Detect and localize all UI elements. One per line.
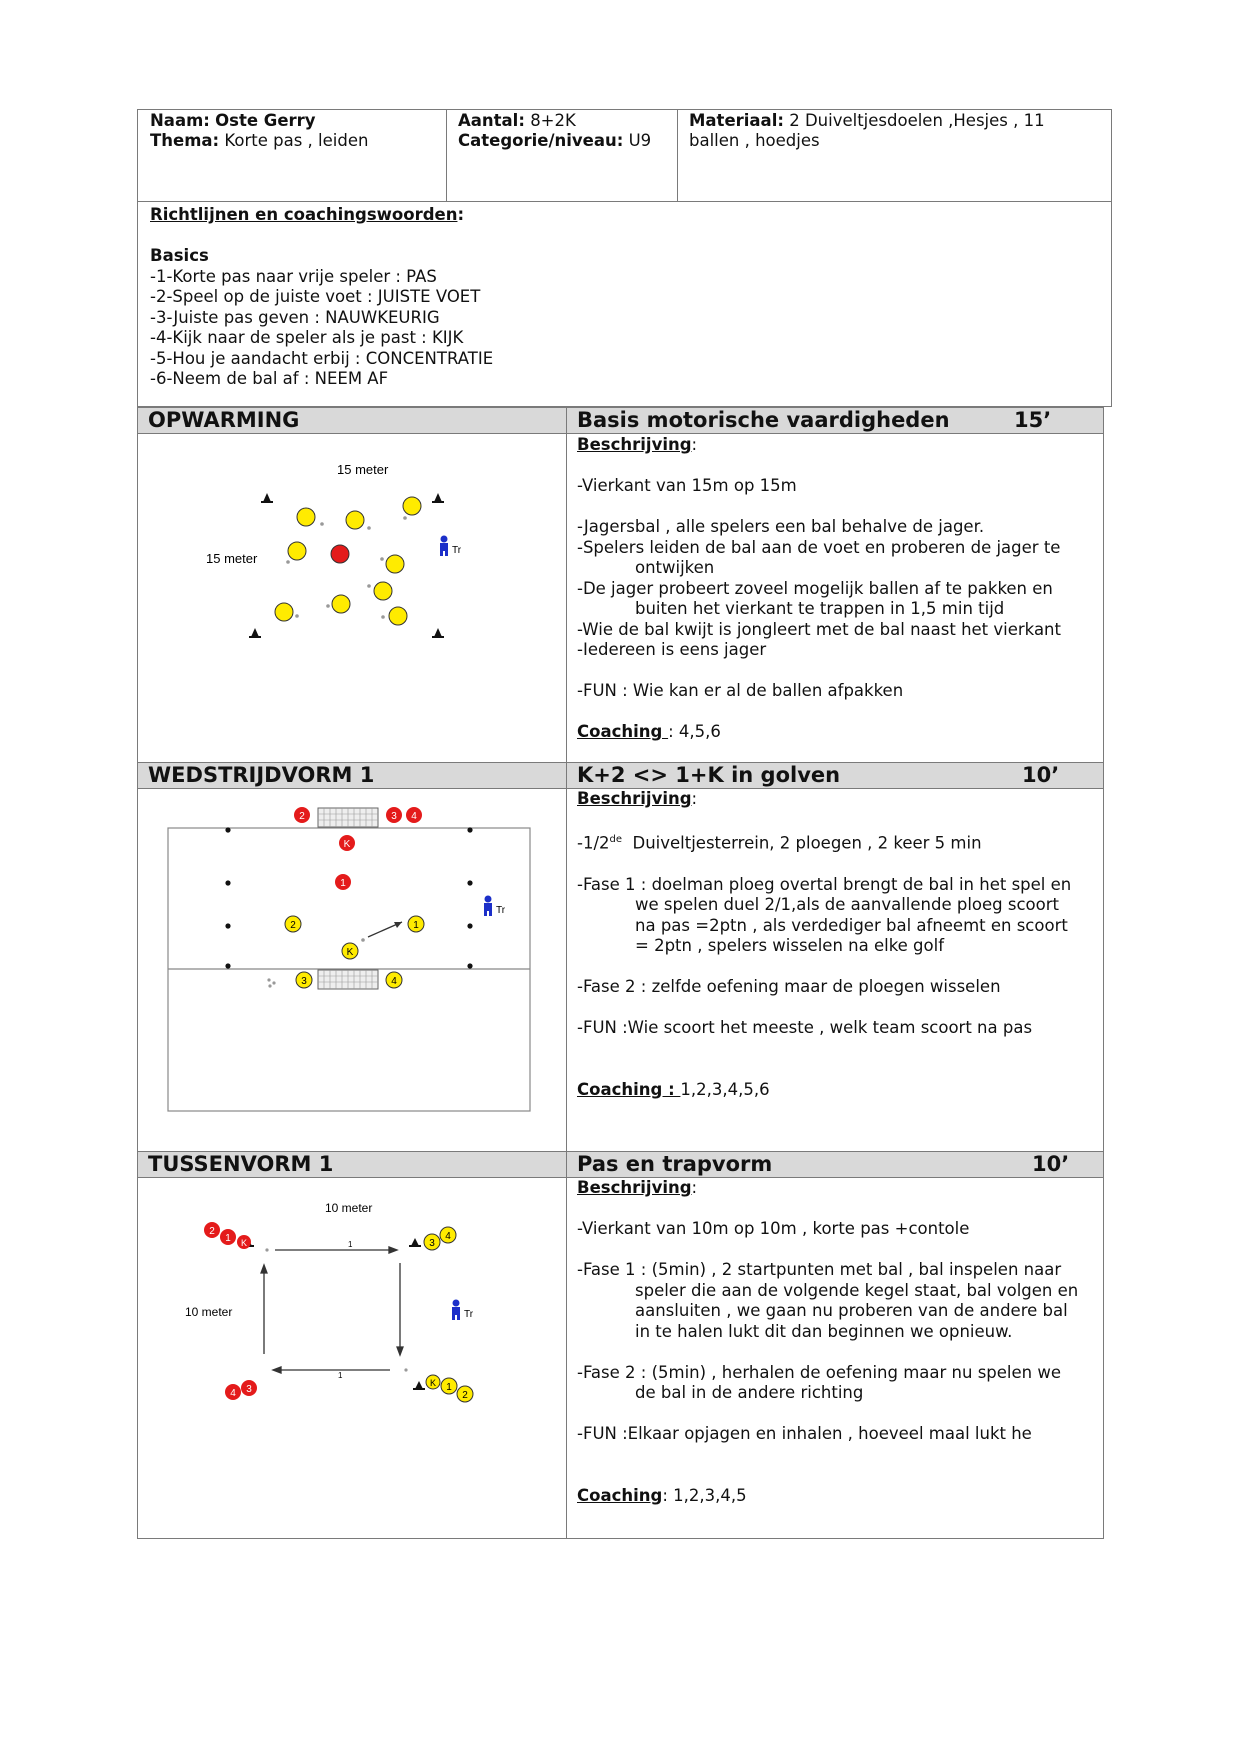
- player-number: 1: [446, 1382, 452, 1393]
- desc-line: -Iedereen is eens jager: [577, 640, 767, 659]
- player-number: 1: [413, 920, 419, 931]
- player-yellow-icon: [441, 1378, 457, 1394]
- section-2-left-header: [137, 762, 567, 789]
- desc-line: ontwijken: [635, 558, 715, 577]
- player-red-icon: [241, 1380, 257, 1396]
- player-number: 2: [299, 811, 305, 822]
- desc-line: -Wie de bal kwijt is jongleert met de bal naast het vierkant: [577, 619, 1061, 639]
- player-number: 4: [391, 976, 397, 987]
- desc-line: -Vierkant van 15m op 15m: [577, 476, 797, 495]
- player-red-icon: [406, 807, 422, 823]
- coaching-value: 1,2,3,4,5,6: [680, 1079, 770, 1099]
- section-2-description: [567, 789, 1103, 1100]
- guideline-item: -5-Hou je aandacht erbij : CONCENTRATIE: [150, 348, 494, 368]
- guideline-item: -6-Neem de bal af : NEEM AF: [150, 369, 389, 388]
- pass-arrows: [261, 1247, 403, 1373]
- thema-value: Korte pas , leiden: [224, 131, 369, 150]
- desc-line: -Spelers leiden de bal aan de voet en proberen de jager te: [577, 537, 1061, 557]
- header-naam-thema: [140, 109, 445, 153]
- keeper-label: K: [429, 1378, 437, 1388]
- categorie-value: U9: [628, 131, 652, 150]
- section-2-right-title: K+2 <> 1+K in golven: [577, 763, 841, 787]
- player-yellow-icon: [408, 916, 424, 932]
- player-red-icon: [294, 807, 310, 823]
- cone-icon: [261, 493, 273, 503]
- desc-line: -FUN :Elkaar opjagen en inhalen , hoeveel maal lukt he: [577, 1424, 1032, 1443]
- header-divider-1: [446, 109, 447, 202]
- section-3-right-title: Pas en trapvorm: [577, 1152, 773, 1176]
- player-red-icon: [335, 874, 351, 890]
- desc-line: -Fase 2 : (5min) , herhalen de oefening maar nu spelen we: [577, 1362, 1061, 1382]
- desc-line: -Fase 1 : (5min) , 2 startpunten met bal , bal inspelen naar: [577, 1260, 1062, 1279]
- player-yellow-icon: [457, 1386, 473, 1402]
- desc-line: = 2ptn , spelers wisselen na elke golf: [635, 936, 945, 955]
- ball-icon: [361, 938, 365, 942]
- player-number: 4: [411, 811, 417, 822]
- materiaal-value-2: ballen , hoedjes: [689, 131, 820, 150]
- desc-colon: :: [691, 789, 698, 808]
- desc-line: -De jager probeert zoveel mogelijk ballen af te pakken en: [577, 578, 1053, 598]
- cone-icon: [413, 1381, 425, 1390]
- cone-icon: [249, 628, 261, 638]
- desc-label: Beschrijving: [577, 435, 692, 454]
- section-2-left-title: WEDSTRIJDVORM 1: [148, 763, 375, 787]
- keeper-label: K: [346, 947, 354, 958]
- desc-sup: de: [609, 834, 623, 845]
- desc-colon: :: [691, 1178, 698, 1197]
- diagram-1-top-label: 15 meter: [337, 462, 389, 477]
- desc-line: na pas =2ptn , als verdediger bal afneemt en scoort: [635, 915, 1068, 935]
- trainer-icon: [484, 896, 492, 917]
- section-3-left-title: TUSSENVORM 1: [148, 1152, 334, 1176]
- keeper-yellow-icon: [342, 943, 358, 959]
- header-divider-2: [677, 109, 678, 202]
- player-yellow-icon: [275, 497, 421, 625]
- desc-line: buiten het vierkant te trappen in 1,5 min tijd: [635, 599, 1005, 618]
- desc-line: -Jagersbal , alle spelers een bal behalve de jager.: [577, 517, 985, 536]
- player-number: 3: [391, 811, 397, 822]
- trainer-label: Tr: [496, 905, 506, 916]
- section-3-duration: 10’: [1032, 1152, 1070, 1176]
- player-number: 4: [230, 1388, 236, 1399]
- cone-icon: [432, 493, 444, 503]
- coaching-label: Coaching: [577, 1485, 663, 1505]
- coaching-value: : 4,5,6: [668, 722, 721, 741]
- arrow-label: 1: [338, 1371, 343, 1380]
- trainer-icon: [452, 1300, 460, 1321]
- desc-line: we spelen duel 2/1,als de aanvallende ploeg scoort: [635, 895, 1060, 914]
- desc-line: -Fase 2 : zelfde oefening maar de ploegen wisselen: [577, 977, 1001, 996]
- trainer-label: Tr: [464, 1309, 474, 1320]
- guideline-item: -1-Korte pas naar vrije speler : PAS: [150, 266, 437, 286]
- trainer-icon: [440, 536, 448, 557]
- desc-colon: :: [691, 435, 698, 454]
- player-number: 2: [462, 1390, 468, 1401]
- section-1-left-header: [137, 407, 567, 434]
- naam-label: Naam:: [150, 111, 210, 130]
- desc-line: Duiveltjesterrein, 2 ploegen , 2 keer 5 min: [622, 833, 982, 853]
- player-number: 2: [290, 920, 296, 931]
- section-3-right-header: [566, 1151, 1104, 1178]
- player-number: 1: [225, 1233, 231, 1244]
- desc-line: -FUN : Wie kan er al de ballen afpakken: [577, 681, 904, 700]
- player-yellow-icon: [386, 972, 402, 988]
- desc-line: -1/2: [577, 833, 610, 853]
- aantal-label: Aantal:: [458, 111, 525, 130]
- coaching-label: Coaching: [577, 722, 669, 741]
- section-1-right-title: Basis motorische vaardigheden: [577, 408, 950, 432]
- section-1-duration: 15’: [1014, 408, 1052, 432]
- ball-icon: [265, 1248, 407, 1371]
- desc-line: speler die aan de volgende kegel staat, bal volgen en: [635, 1280, 1079, 1300]
- player-yellow-icon: [424, 1234, 440, 1250]
- section-1-diagram: [140, 436, 560, 756]
- guidelines-content: [140, 203, 1100, 392]
- guideline-item: -4-Kijk naar de speler als je past : KIJK: [150, 328, 464, 347]
- ball-stack-icon: [267, 978, 275, 987]
- materiaal-value-1: 2 Duiveltjesdoelen ,Hesjes , 11: [789, 111, 1045, 130]
- coaching-value: : 1,2,3,4,5: [662, 1485, 747, 1505]
- cone-icon: [409, 1238, 421, 1247]
- desc-line: in te halen lukt dit dan beginnen we opnieuw.: [635, 1321, 1013, 1341]
- player-number: 3: [429, 1238, 435, 1249]
- coaching-label: Coaching :: [577, 1079, 681, 1099]
- desc-label: Beschrijving: [577, 1178, 692, 1197]
- guidelines-title-colon: :: [457, 205, 465, 224]
- keeper-red-icon: [237, 1235, 251, 1249]
- naam-value: Oste Gerry: [215, 111, 316, 130]
- materiaal-label: Materiaal:: [689, 111, 784, 130]
- section-2-diagram: [140, 800, 565, 1130]
- desc-line: -Vierkant van 10m op 10m , korte pas +contole: [577, 1219, 970, 1238]
- desc-line: de bal in de andere richting: [635, 1383, 864, 1402]
- section-1-left-title: OPWARMING: [148, 408, 300, 432]
- header-aantal-categorie: [448, 109, 676, 153]
- desc-line: -Fase 1 : doelman ploeg overtal brengt de bal in het spel en: [577, 874, 1072, 894]
- aantal-value: 8+2K: [530, 111, 576, 130]
- guideline-item: -3-Juiste pas geven : NAUWKEURIG: [150, 307, 440, 327]
- desc-line: -FUN :Wie scoort het meeste , welk team scoort na pas: [577, 1018, 1033, 1037]
- player-red-icon: [220, 1229, 236, 1245]
- player-red-hunter-icon: [331, 545, 349, 563]
- player-number: 1: [340, 878, 346, 889]
- header-materiaal: [679, 109, 1109, 153]
- player-yellow-icon: [285, 916, 301, 932]
- cone-icon: [432, 628, 444, 638]
- desc-label: Beschrijving: [577, 789, 692, 808]
- keeper-label: K: [240, 1238, 248, 1248]
- player-number: 3: [246, 1384, 252, 1395]
- section-3-description: [567, 1178, 1103, 1506]
- section-1-right-header: [566, 407, 1104, 434]
- keeper-red-icon: [339, 835, 355, 851]
- diagram-3-top-label: 10 meter: [325, 1201, 373, 1215]
- section-3-diagram: [140, 1190, 565, 1430]
- guidelines-subtitle: Basics: [150, 246, 209, 265]
- section-1-description: [567, 435, 1103, 743]
- player-number: 4: [445, 1231, 451, 1242]
- goal-icon: [318, 808, 378, 827]
- player-yellow-icon: [440, 1227, 456, 1243]
- keeper-yellow-icon: [426, 1375, 440, 1389]
- diagram-1-side-label: 15 meter: [206, 551, 258, 566]
- desc-line: aansluiten , we gaan nu proberen van de andere bal: [635, 1301, 1068, 1320]
- player-red-icon: [386, 807, 402, 823]
- player-red-icon: [204, 1222, 220, 1238]
- section-3-left-header: [137, 1151, 567, 1178]
- categorie-label: Categorie/niveau:: [458, 131, 624, 150]
- goal-icon: [318, 970, 378, 989]
- guideline-item: -2-Speel op de juiste voet : JUISTE VOET: [150, 287, 481, 306]
- player-red-icon: [225, 1384, 241, 1400]
- section-2-duration: 10’: [1022, 763, 1060, 787]
- arrow-label: 1: [348, 1240, 353, 1249]
- player-number: 3: [301, 976, 307, 987]
- thema-label: Thema:: [150, 131, 220, 150]
- player-yellow-icon: [296, 972, 312, 988]
- trainer-label: Tr: [452, 545, 462, 556]
- keeper-label: K: [343, 839, 351, 850]
- section-2-right-header: [566, 762, 1104, 789]
- diagram-3-side-label: 10 meter: [185, 1305, 233, 1319]
- guidelines-title: Richtlijnen en coachingswoorden: [150, 205, 458, 224]
- player-number: 2: [209, 1226, 215, 1237]
